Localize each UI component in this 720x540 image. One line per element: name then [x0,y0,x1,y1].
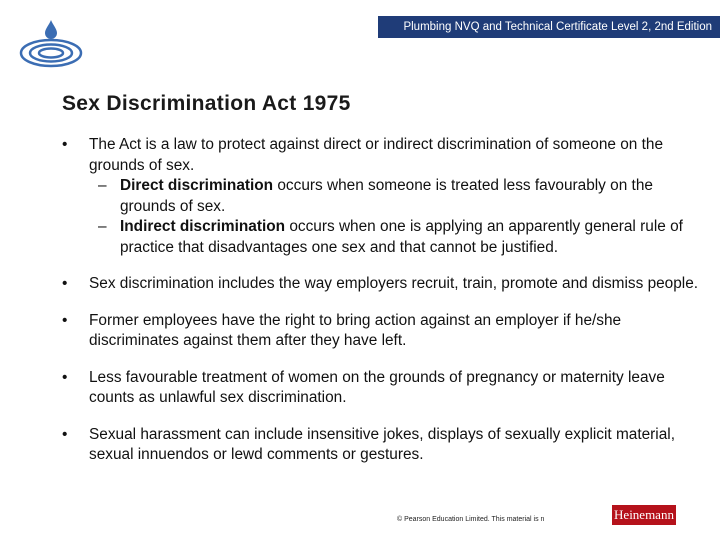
bullet-marker: • [62,368,68,386]
bullet-item [62,311,702,352]
water-drop-ripple-icon [18,17,84,71]
sub-item-term: Indirect discrimination [120,218,286,235]
bullet-text: Sexual harassment can include insensitive jokes, displays of sexually explicit material, sexual innuendos or lewd comments or gestures. [89,425,675,463]
bullet-text: The Act is a law to protect against direct or indirect discrimination of someone on the grounds of sex. [89,136,664,174]
sub-item-text: occurs when one is applying an apparently general rule of practice that disadvantages one sex and that cannot be justified. [120,218,683,256]
slide-title: Sex Discrimination Act 1975 [62,92,351,115]
bullet-marker: • [62,275,68,292]
bullet-text: Less favourable treatment of women on the grounds of pregnancy or maternity leave counts as unlawful sex discrimination. [89,368,665,406]
bullet-item [62,368,702,409]
publisher-logo: Heinemann [612,505,676,525]
bullet-marker: • [62,311,68,329]
bullet-text: Sex discrimination includes the way employers recruit, train, promote and dismiss people. [89,275,699,292]
bullet-item [62,425,702,466]
sub-item [89,176,702,217]
bullet-marker: • [62,425,68,443]
sub-list [89,176,702,258]
bullet-item [62,135,702,258]
header-banner: Plumbing NVQ and Technical Certificate Level 2, 2nd Edition [378,16,720,38]
sub-item-term: Direct discrimination [120,177,274,194]
bullet-item [62,274,702,295]
bullet-text: Former employees have the right to bring action against an employer if he/she discriminates against them after they have left. [89,311,622,349]
sub-marker: – [98,218,107,235]
footer-copyright: © Pearson Education Limited. This material is n [397,516,545,523]
sub-item [89,217,702,258]
bullet-marker: • [62,136,68,153]
sub-item-text: occurs when someone is treated less favourably on the grounds of sex. [120,177,653,215]
bullet-list [62,135,702,482]
sub-marker: – [98,177,107,194]
